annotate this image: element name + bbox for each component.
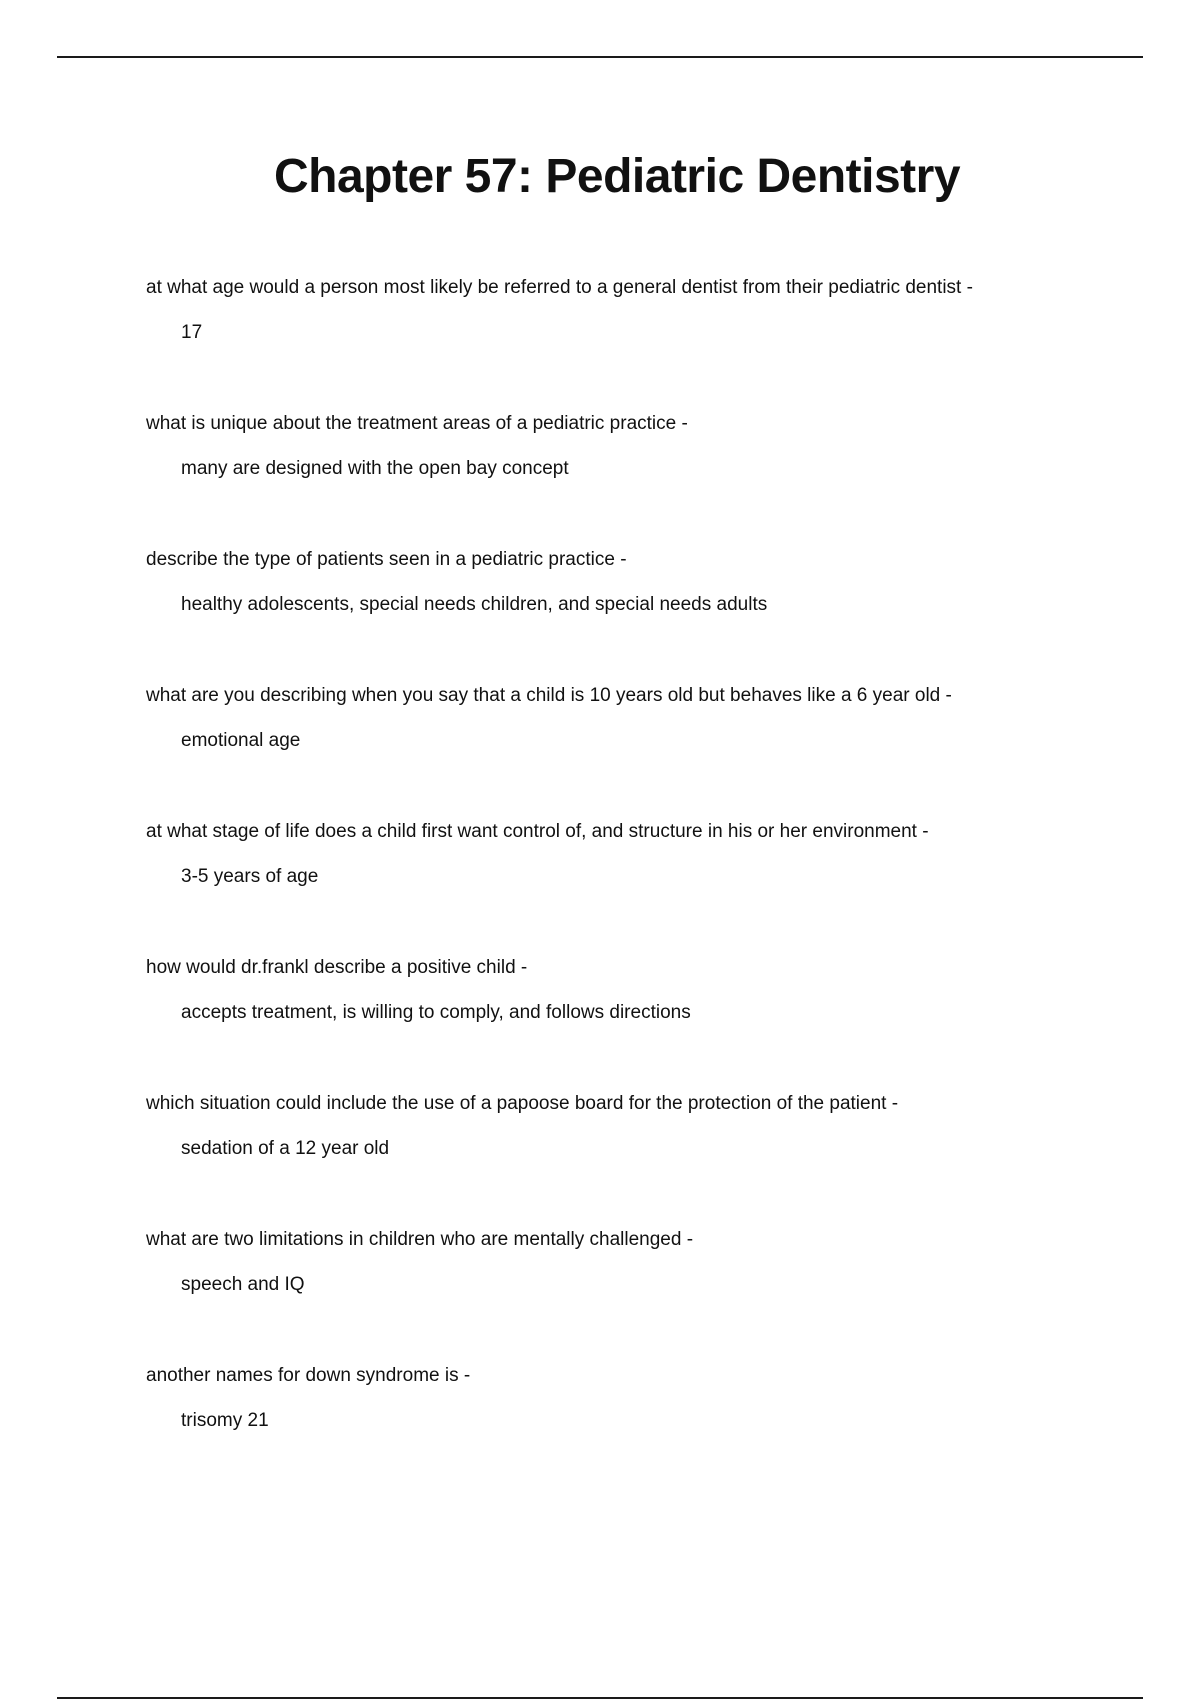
question-text: which situation could include the use of a papoose board for the protection of the patient - <box>146 1093 899 1114</box>
qa-item <box>146 683 1106 819</box>
qa-item <box>146 955 1106 1091</box>
qa-item <box>146 547 1106 683</box>
answer-text: 3-5 years of age <box>181 866 319 887</box>
bottom-divider <box>57 1697 1143 1699</box>
qa-item <box>146 1363 1106 1499</box>
qa-item <box>146 1227 1106 1363</box>
answer-text: healthy adolescents, special needs children, and special needs adults <box>181 594 768 615</box>
answer-text: accepts treatment, is willing to comply, and follows directions <box>181 1002 691 1023</box>
question-text: at what age would a person most likely be referred to a general dentist from their pediatric dentist - <box>146 277 973 298</box>
qa-item <box>146 1091 1106 1227</box>
qa-list <box>146 275 1106 1499</box>
qa-item <box>146 411 1106 547</box>
answer-text: 17 <box>181 322 203 343</box>
question-text: at what stage of life does a child first want control of, and structure in his or her environment - <box>146 821 929 842</box>
question-text: how would dr.frankl describe a positive child - <box>146 957 528 978</box>
question-text: what are two limitations in children who are mentally challenged - <box>146 1229 694 1250</box>
answer-text: emotional age <box>181 730 301 751</box>
question-text: another names for down syndrome is - <box>146 1365 471 1386</box>
answer-text: speech and IQ <box>181 1274 305 1295</box>
answer-text: sedation of a 12 year old <box>181 1138 390 1159</box>
question-text: describe the type of patients seen in a pediatric practice - <box>146 549 627 570</box>
qa-item <box>146 275 1106 411</box>
question-text: what is unique about the treatment areas of a pediatric practice - <box>146 413 688 434</box>
qa-item <box>146 819 1106 955</box>
page-title: Chapter 57: Pediatric Dentistry <box>273 150 961 203</box>
top-divider <box>57 56 1143 58</box>
answer-text: trisomy 21 <box>181 1410 269 1431</box>
question-text: what are you describing when you say that a child is 10 years old but behaves like a 6 year old - <box>146 685 952 706</box>
answer-text: many are designed with the open bay concept <box>181 458 569 479</box>
